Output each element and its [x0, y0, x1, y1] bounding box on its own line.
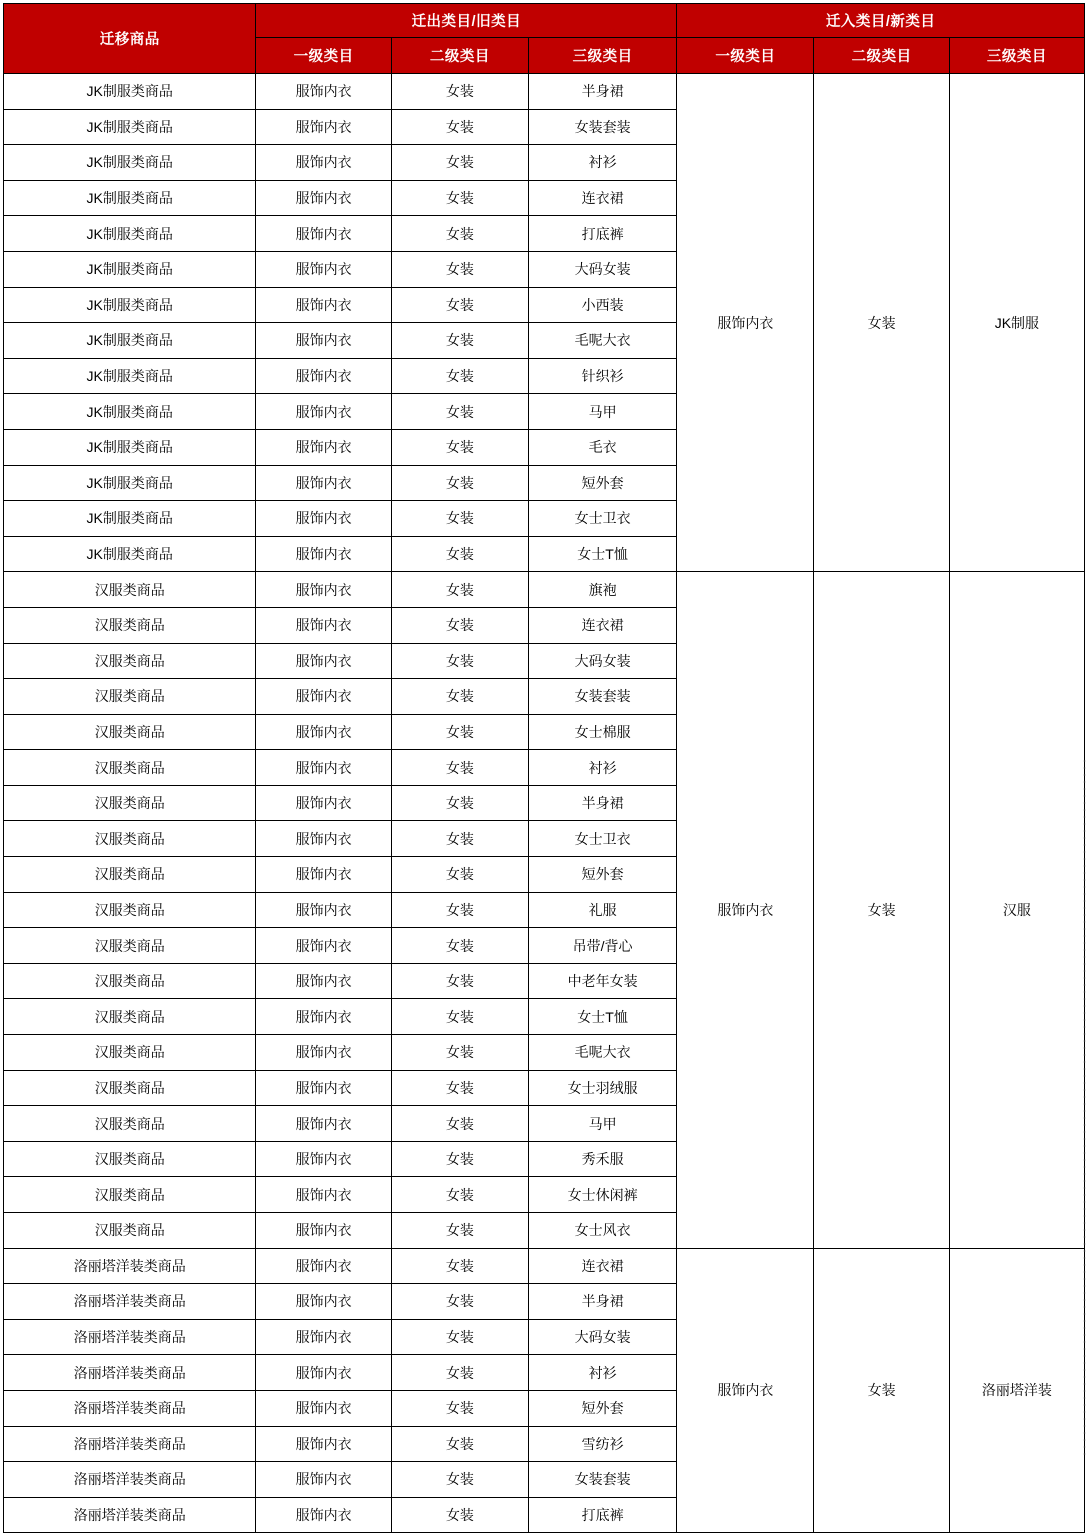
cell-from-level3: 大码女装: [528, 1319, 676, 1355]
cell-from-level2: 女装: [391, 74, 528, 110]
header-product-column: 迁移商品: [4, 4, 256, 74]
cell-migration-product: 汉服类商品: [4, 785, 256, 821]
cell-to-level1: 服饰内衣: [677, 1248, 814, 1533]
cell-from-level1: 服饰内衣: [256, 1284, 391, 1320]
cell-from-level2: 女装: [391, 109, 528, 145]
cell-migration-product: JK制服类商品: [4, 145, 256, 181]
cell-migration-product: 洛丽塔洋装类商品: [4, 1426, 256, 1462]
cell-migration-product: JK制服类商品: [4, 109, 256, 145]
cell-from-level1: 服饰内衣: [256, 679, 391, 715]
cell-from-level1: 服饰内衣: [256, 607, 391, 643]
cell-from-level3: 女士棉服: [528, 714, 676, 750]
cell-from-level1: 服饰内衣: [256, 572, 391, 608]
cell-from-level2: 女装: [391, 429, 528, 465]
cell-from-level1: 服饰内衣: [256, 1462, 391, 1498]
cell-from-level2: 女装: [391, 536, 528, 572]
cell-migration-product: 汉服类商品: [4, 857, 256, 893]
cell-from-level2: 女装: [391, 1106, 528, 1142]
cell-from-level3: 毛呢大衣: [528, 1035, 676, 1071]
cell-migration-product: 汉服类商品: [4, 607, 256, 643]
cell-from-level2: 女装: [391, 1248, 528, 1284]
cell-from-level3: 女士卫衣: [528, 501, 676, 537]
cell-from-level1: 服饰内衣: [256, 323, 391, 359]
header-row-top: [4, 4, 1085, 38]
cell-from-level3: 女士风衣: [528, 1213, 676, 1249]
cell-from-level2: 女装: [391, 1141, 528, 1177]
cell-migration-product: 洛丽塔洋装类商品: [4, 1497, 256, 1533]
cell-migration-product: JK制服类商品: [4, 180, 256, 216]
cell-from-level1: 服饰内衣: [256, 251, 391, 287]
cell-from-level2: 女装: [391, 785, 528, 821]
cell-from-level2: 女装: [391, 465, 528, 501]
cell-migration-product: JK制服类商品: [4, 536, 256, 572]
cell-from-level2: 女装: [391, 251, 528, 287]
cell-migration-product: 汉服类商品: [4, 643, 256, 679]
cell-migration-product: 洛丽塔洋装类商品: [4, 1284, 256, 1320]
category-migration-table: [3, 3, 1085, 1533]
cell-from-level1: 服饰内衣: [256, 1141, 391, 1177]
cell-from-level3: 礼服: [528, 892, 676, 928]
cell-from-level2: 女装: [391, 857, 528, 893]
cell-from-level3: 连衣裙: [528, 180, 676, 216]
cell-from-level3: 短外套: [528, 1390, 676, 1426]
cell-from-level2: 女装: [391, 572, 528, 608]
cell-from-level1: 服饰内衣: [256, 1070, 391, 1106]
cell-from-level1: 服饰内衣: [256, 928, 391, 964]
cell-to-level2: 女装: [814, 572, 949, 1248]
cell-migration-product: JK制服类商品: [4, 74, 256, 110]
cell-migration-product: 汉服类商品: [4, 714, 256, 750]
cell-from-level2: 女装: [391, 607, 528, 643]
cell-from-level1: 服饰内衣: [256, 714, 391, 750]
cell-from-level3: 秀禾服: [528, 1141, 676, 1177]
cell-from-level1: 服饰内衣: [256, 857, 391, 893]
cell-from-level3: 连衣裙: [528, 1248, 676, 1284]
cell-from-level3: 打底裤: [528, 1497, 676, 1533]
cell-from-level2: 女装: [391, 1284, 528, 1320]
cell-migration-product: 洛丽塔洋装类商品: [4, 1462, 256, 1498]
cell-migration-product: JK制服类商品: [4, 465, 256, 501]
cell-from-level2: 女装: [391, 501, 528, 537]
cell-migration-product: 汉服类商品: [4, 1213, 256, 1249]
cell-from-level3: 女士卫衣: [528, 821, 676, 857]
header-in-level3: 三级类目: [949, 38, 1084, 74]
cell-to-level3: 洛丽塔洋装: [949, 1248, 1084, 1533]
cell-from-level3: 针织衫: [528, 358, 676, 394]
cell-migration-product: 汉服类商品: [4, 1035, 256, 1071]
header-out-level1: 一级类目: [256, 38, 391, 74]
cell-from-level3: 女士休闲裤: [528, 1177, 676, 1213]
table-header: [4, 4, 1085, 74]
cell-from-level1: 服饰内衣: [256, 180, 391, 216]
cell-migration-product: 汉服类商品: [4, 821, 256, 857]
cell-from-level2: 女装: [391, 180, 528, 216]
cell-to-level3: 汉服: [949, 572, 1084, 1248]
cell-migration-product: 汉服类商品: [4, 679, 256, 715]
cell-from-level1: 服饰内衣: [256, 1319, 391, 1355]
cell-from-level3: 小西装: [528, 287, 676, 323]
cell-from-level2: 女装: [391, 1035, 528, 1071]
cell-migration-product: JK制服类商品: [4, 358, 256, 394]
cell-from-level3: 马甲: [528, 394, 676, 430]
cell-from-level1: 服饰内衣: [256, 821, 391, 857]
cell-migration-product: 汉服类商品: [4, 1177, 256, 1213]
cell-from-level1: 服饰内衣: [256, 1035, 391, 1071]
cell-from-level1: 服饰内衣: [256, 892, 391, 928]
cell-from-level3: 大码女装: [528, 643, 676, 679]
cell-from-level1: 服饰内衣: [256, 1177, 391, 1213]
cell-from-level3: 中老年女装: [528, 963, 676, 999]
cell-from-level2: 女装: [391, 750, 528, 786]
cell-from-level2: 女装: [391, 928, 528, 964]
cell-from-level1: 服饰内衣: [256, 429, 391, 465]
cell-migration-product: JK制服类商品: [4, 501, 256, 537]
cell-migration-product: JK制服类商品: [4, 287, 256, 323]
cell-from-level1: 服饰内衣: [256, 145, 391, 181]
cell-migration-product: JK制服类商品: [4, 216, 256, 252]
cell-to-level2: 女装: [814, 1248, 949, 1533]
cell-from-level2: 女装: [391, 1390, 528, 1426]
cell-migration-product: 洛丽塔洋装类商品: [4, 1248, 256, 1284]
cell-from-level3: 短外套: [528, 465, 676, 501]
header-in-level1: 一级类目: [677, 38, 814, 74]
cell-from-level3: 衬衫: [528, 145, 676, 181]
cell-from-level1: 服饰内衣: [256, 1355, 391, 1391]
header-group-migrate-in: 迁入类目/新类目: [677, 4, 1085, 38]
cell-from-level1: 服饰内衣: [256, 750, 391, 786]
cell-migration-product: JK制服类商品: [4, 323, 256, 359]
cell-migration-product: 汉服类商品: [4, 750, 256, 786]
cell-from-level3: 旗袍: [528, 572, 676, 608]
cell-from-level3: 女装套装: [528, 109, 676, 145]
cell-from-level2: 女装: [391, 1497, 528, 1533]
cell-from-level3: 大码女装: [528, 251, 676, 287]
cell-from-level3: 衬衫: [528, 750, 676, 786]
cell-from-level3: 毛衣: [528, 429, 676, 465]
cell-from-level2: 女装: [391, 821, 528, 857]
cell-from-level1: 服饰内衣: [256, 999, 391, 1035]
cell-migration-product: 汉服类商品: [4, 928, 256, 964]
cell-from-level1: 服饰内衣: [256, 1106, 391, 1142]
cell-from-level2: 女装: [391, 963, 528, 999]
cell-from-level1: 服饰内衣: [256, 1390, 391, 1426]
cell-migration-product: 汉服类商品: [4, 999, 256, 1035]
cell-from-level2: 女装: [391, 643, 528, 679]
cell-from-level1: 服饰内衣: [256, 394, 391, 430]
cell-from-level3: 打底裤: [528, 216, 676, 252]
cell-from-level3: 半身裙: [528, 785, 676, 821]
cell-migration-product: JK制服类商品: [4, 429, 256, 465]
header-out-level2: 二级类目: [391, 38, 528, 74]
cell-from-level3: 衬衫: [528, 1355, 676, 1391]
table-body: [4, 74, 1085, 1533]
cell-from-level2: 女装: [391, 892, 528, 928]
cell-from-level2: 女装: [391, 145, 528, 181]
cell-migration-product: 汉服类商品: [4, 963, 256, 999]
cell-migration-product: 汉服类商品: [4, 1070, 256, 1106]
cell-from-level1: 服饰内衣: [256, 1426, 391, 1462]
cell-from-level2: 女装: [391, 216, 528, 252]
cell-from-level2: 女装: [391, 287, 528, 323]
cell-from-level1: 服饰内衣: [256, 358, 391, 394]
cell-from-level3: 雪纺衫: [528, 1426, 676, 1462]
cell-from-level1: 服饰内衣: [256, 963, 391, 999]
cell-to-level2: 女装: [814, 74, 949, 572]
cell-from-level1: 服饰内衣: [256, 109, 391, 145]
cell-from-level1: 服饰内衣: [256, 216, 391, 252]
cell-from-level3: 马甲: [528, 1106, 676, 1142]
cell-from-level1: 服饰内衣: [256, 1497, 391, 1533]
header-out-level3: 三级类目: [528, 38, 676, 74]
cell-from-level2: 女装: [391, 394, 528, 430]
cell-from-level3: 女士T恤: [528, 536, 676, 572]
cell-from-level2: 女装: [391, 358, 528, 394]
cell-migration-product: 洛丽塔洋装类商品: [4, 1390, 256, 1426]
cell-to-level1: 服饰内衣: [677, 74, 814, 572]
cell-from-level1: 服饰内衣: [256, 1213, 391, 1249]
header-group-migrate-out: 迁出类目/旧类目: [256, 4, 677, 38]
cell-from-level2: 女装: [391, 999, 528, 1035]
cell-from-level2: 女装: [391, 714, 528, 750]
cell-migration-product: 洛丽塔洋装类商品: [4, 1355, 256, 1391]
cell-from-level1: 服饰内衣: [256, 74, 391, 110]
cell-from-level3: 毛呢大衣: [528, 323, 676, 359]
cell-from-level3: 女士T恤: [528, 999, 676, 1035]
cell-from-level2: 女装: [391, 1177, 528, 1213]
cell-migration-product: 汉服类商品: [4, 892, 256, 928]
cell-from-level3: 半身裙: [528, 74, 676, 110]
cell-from-level3: 女士羽绒服: [528, 1070, 676, 1106]
cell-migration-product: JK制服类商品: [4, 394, 256, 430]
cell-from-level2: 女装: [391, 1355, 528, 1391]
cell-to-level3: JK制服: [949, 74, 1084, 572]
cell-from-level1: 服饰内衣: [256, 465, 391, 501]
cell-migration-product: 汉服类商品: [4, 572, 256, 608]
cell-from-level1: 服饰内衣: [256, 287, 391, 323]
cell-from-level3: 连衣裙: [528, 607, 676, 643]
cell-from-level3: 吊带/背心: [528, 928, 676, 964]
cell-migration-product: 汉服类商品: [4, 1106, 256, 1142]
cell-from-level3: 半身裙: [528, 1284, 676, 1320]
cell-migration-product: 汉服类商品: [4, 1141, 256, 1177]
cell-migration-product: JK制服类商品: [4, 251, 256, 287]
cell-from-level2: 女装: [391, 1213, 528, 1249]
cell-migration-product: 洛丽塔洋装类商品: [4, 1319, 256, 1355]
cell-from-level3: 女装套装: [528, 1462, 676, 1498]
cell-from-level2: 女装: [391, 1426, 528, 1462]
cell-from-level1: 服饰内衣: [256, 643, 391, 679]
cell-to-level1: 服饰内衣: [677, 572, 814, 1248]
cell-from-level2: 女装: [391, 1319, 528, 1355]
cell-from-level1: 服饰内衣: [256, 536, 391, 572]
cell-from-level2: 女装: [391, 1070, 528, 1106]
header-in-level2: 二级类目: [814, 38, 949, 74]
table-row: [4, 74, 1085, 110]
cell-from-level2: 女装: [391, 679, 528, 715]
cell-from-level1: 服饰内衣: [256, 1248, 391, 1284]
cell-from-level1: 服饰内衣: [256, 501, 391, 537]
cell-from-level3: 女装套装: [528, 679, 676, 715]
cell-from-level3: 短外套: [528, 857, 676, 893]
cell-from-level1: 服饰内衣: [256, 785, 391, 821]
cell-from-level2: 女装: [391, 323, 528, 359]
table-row: [4, 1248, 1085, 1284]
table-row: [4, 572, 1085, 608]
cell-from-level2: 女装: [391, 1462, 528, 1498]
